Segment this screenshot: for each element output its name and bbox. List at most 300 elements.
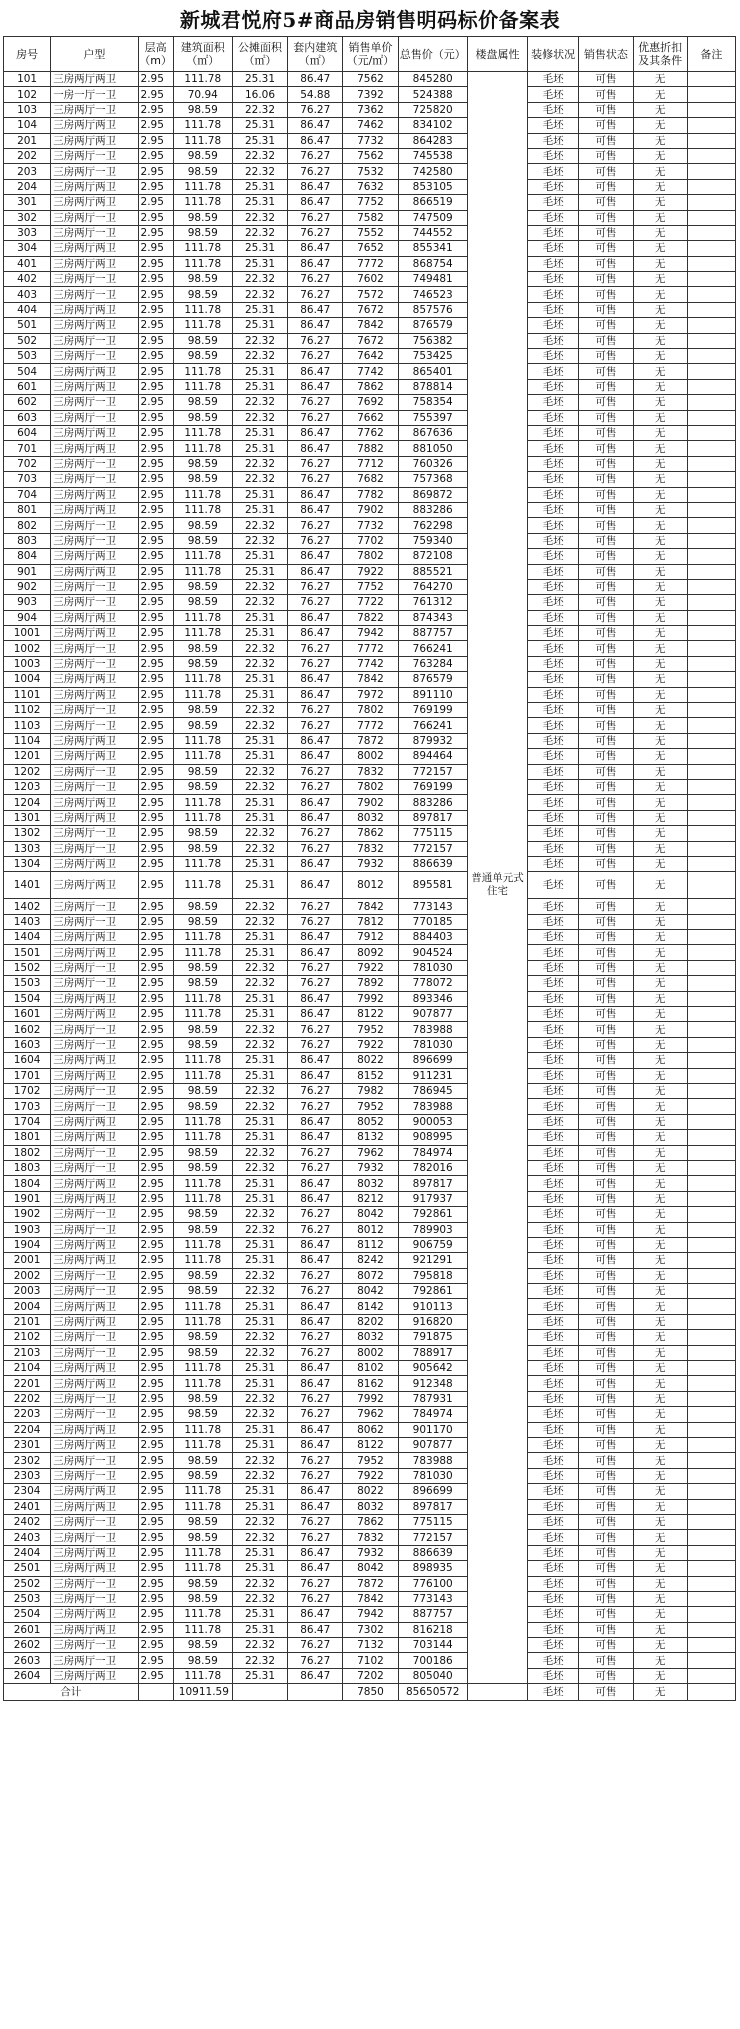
unit-type-cell: 三房两厅两卫 bbox=[51, 1314, 138, 1329]
property-attr-cell bbox=[467, 795, 527, 810]
decoration-cell: 毛坯 bbox=[528, 549, 579, 564]
sale-status-cell: 可售 bbox=[579, 225, 633, 240]
total-price-cell: 769199 bbox=[398, 779, 467, 794]
unit-type-cell: 三房两厅两卫 bbox=[51, 441, 138, 456]
floor-height-cell: 2.95 bbox=[138, 133, 173, 148]
sale-status-cell: 可售 bbox=[579, 1145, 633, 1160]
table-row bbox=[4, 1376, 736, 1391]
decoration-cell: 毛坯 bbox=[528, 687, 579, 702]
discount-cell: 无 bbox=[633, 1253, 687, 1268]
floor-height-cell: 2.95 bbox=[138, 1053, 173, 1068]
room-cell: 1503 bbox=[4, 976, 51, 991]
unit-type-cell: 三房两厅一卫 bbox=[51, 779, 138, 794]
total-price-cell: 857576 bbox=[398, 302, 467, 317]
sale-status-cell: 可售 bbox=[579, 703, 633, 718]
unit-price-cell: 8112 bbox=[343, 1237, 398, 1252]
discount-cell: 无 bbox=[633, 703, 687, 718]
shared-area-cell: 22.32 bbox=[232, 764, 287, 779]
decoration-cell: 毛坯 bbox=[528, 1053, 579, 1068]
area-cell: 98.59 bbox=[173, 1653, 232, 1668]
room-cell: 2304 bbox=[4, 1484, 51, 1499]
area-cell: 111.78 bbox=[173, 118, 232, 133]
sale-status-cell: 可售 bbox=[579, 518, 633, 533]
property-attr-cell bbox=[467, 764, 527, 779]
inner-area-cell: 76.27 bbox=[288, 579, 343, 594]
property-attr-cell bbox=[467, 1376, 527, 1391]
sale-status-cell: 可售 bbox=[579, 914, 633, 929]
area-cell: 111.78 bbox=[173, 1299, 232, 1314]
discount-cell: 无 bbox=[633, 564, 687, 579]
discount-cell: 无 bbox=[633, 1437, 687, 1452]
discount-cell: 无 bbox=[633, 1607, 687, 1622]
remark-cell bbox=[687, 1314, 735, 1329]
remark-cell bbox=[687, 1653, 735, 1668]
inner-area-cell: 76.27 bbox=[288, 164, 343, 179]
sale-status-cell: 可售 bbox=[579, 302, 633, 317]
inner-area-cell: 86.47 bbox=[288, 487, 343, 502]
property-attr-cell bbox=[467, 1422, 527, 1437]
room-cell: 1603 bbox=[4, 1037, 51, 1052]
floor-height-cell: 2.95 bbox=[138, 472, 173, 487]
unit-price-cell: 7602 bbox=[343, 272, 398, 287]
remark-cell bbox=[687, 1222, 735, 1237]
decoration-cell: 毛坯 bbox=[528, 1530, 579, 1545]
property-attr-cell bbox=[467, 195, 527, 210]
room-cell: 1402 bbox=[4, 899, 51, 914]
total-price-cell: 910113 bbox=[398, 1299, 467, 1314]
floor-height-cell: 2.95 bbox=[138, 441, 173, 456]
floor-height-cell: 2.95 bbox=[138, 549, 173, 564]
inner-area-cell: 86.47 bbox=[288, 256, 343, 271]
remark-cell bbox=[687, 991, 735, 1006]
property-attr-cell bbox=[467, 703, 527, 718]
floor-height-cell: 2.95 bbox=[138, 1591, 173, 1606]
remark-cell bbox=[687, 1084, 735, 1099]
unit-type-cell: 三房两厅两卫 bbox=[51, 1622, 138, 1637]
shared-area-cell: 22.32 bbox=[232, 164, 287, 179]
property-attr-cell bbox=[467, 1484, 527, 1499]
table-row bbox=[4, 564, 736, 579]
inner-area-cell: 86.47 bbox=[288, 1499, 343, 1514]
area-cell: 98.59 bbox=[173, 1022, 232, 1037]
shared-area-cell: 25.31 bbox=[232, 1114, 287, 1129]
area-cell: 98.59 bbox=[173, 641, 232, 656]
decoration-cell: 毛坯 bbox=[528, 1468, 579, 1483]
unit-type-cell: 三房两厅两卫 bbox=[51, 991, 138, 1006]
total-price-cell: 769199 bbox=[398, 703, 467, 718]
table-row bbox=[4, 1422, 736, 1437]
room-cell: 1303 bbox=[4, 841, 51, 856]
sale-status-cell: 可售 bbox=[579, 1176, 633, 1191]
sale-status-cell: 可售 bbox=[579, 164, 633, 179]
floor-height-cell: 2.95 bbox=[138, 410, 173, 425]
discount-cell: 无 bbox=[633, 1622, 687, 1637]
decoration-cell: 毛坯 bbox=[528, 318, 579, 333]
property-attr-cell bbox=[467, 856, 527, 871]
remark-cell bbox=[687, 703, 735, 718]
unit-price-cell: 7752 bbox=[343, 195, 398, 210]
total-price-cell: 747509 bbox=[398, 210, 467, 225]
property-attr-cell bbox=[467, 364, 527, 379]
inner-area-cell: 86.47 bbox=[288, 1376, 343, 1391]
property-attr-cell: 普通单元式住宅 bbox=[467, 872, 527, 899]
remark-cell bbox=[687, 1284, 735, 1299]
unit-price-cell: 8052 bbox=[343, 1114, 398, 1129]
sale-status-cell: 可售 bbox=[579, 441, 633, 456]
header-price: 销售单价（元/㎡） bbox=[343, 37, 398, 72]
area-cell: 98.59 bbox=[173, 764, 232, 779]
unit-type-cell: 三房两厅一卫 bbox=[51, 518, 138, 533]
room-cell: 503 bbox=[4, 349, 51, 364]
unit-type-cell: 三房两厅一卫 bbox=[51, 899, 138, 914]
unit-price-cell: 7752 bbox=[343, 579, 398, 594]
table-row bbox=[4, 102, 736, 117]
unit-type-cell: 三房两厅两卫 bbox=[51, 733, 138, 748]
shared-area-cell: 22.32 bbox=[232, 472, 287, 487]
property-attr-cell bbox=[467, 1299, 527, 1314]
remark-cell bbox=[687, 1145, 735, 1160]
remark-cell bbox=[687, 1361, 735, 1376]
remark-cell bbox=[687, 1130, 735, 1145]
inner-area-cell: 86.47 bbox=[288, 133, 343, 148]
total-price-cell: 883286 bbox=[398, 502, 467, 517]
floor-height-cell: 2.95 bbox=[138, 1114, 173, 1129]
total-price-cell: 845280 bbox=[398, 72, 467, 87]
sale-status-cell: 可售 bbox=[579, 1160, 633, 1175]
room-cell: 602 bbox=[4, 395, 51, 410]
remark-cell bbox=[687, 425, 735, 440]
discount-cell: 无 bbox=[633, 810, 687, 825]
decoration-cell: 毛坯 bbox=[528, 472, 579, 487]
room-cell: 2203 bbox=[4, 1407, 51, 1422]
room-cell: 2303 bbox=[4, 1468, 51, 1483]
remark-cell bbox=[687, 960, 735, 975]
floor-height-cell: 2.95 bbox=[138, 718, 173, 733]
remark-cell bbox=[687, 764, 735, 779]
remark-cell bbox=[687, 810, 735, 825]
sale-status-cell: 可售 bbox=[579, 502, 633, 517]
property-attr-cell bbox=[467, 333, 527, 348]
property-attr-cell bbox=[467, 487, 527, 502]
area-cell: 111.78 bbox=[173, 872, 232, 899]
area-cell: 98.59 bbox=[173, 456, 232, 471]
floor-height-cell: 2.95 bbox=[138, 72, 173, 87]
floor-height-cell: 2.95 bbox=[138, 1284, 173, 1299]
property-attr-cell bbox=[467, 1191, 527, 1206]
area-cell: 111.78 bbox=[173, 502, 232, 517]
remark-cell bbox=[687, 241, 735, 256]
room-cell: 2002 bbox=[4, 1268, 51, 1283]
decoration-cell: 毛坯 bbox=[528, 102, 579, 117]
unit-type-cell: 三房两厅一卫 bbox=[51, 1453, 138, 1468]
area-cell: 98.59 bbox=[173, 595, 232, 610]
unit-type-cell: 三房两厅两卫 bbox=[51, 1007, 138, 1022]
total-avg-price: 7850 bbox=[343, 1684, 398, 1701]
floor-height-cell: 2.95 bbox=[138, 610, 173, 625]
remark-cell bbox=[687, 1591, 735, 1606]
property-attr-cell bbox=[467, 1453, 527, 1468]
sale-status-cell: 可售 bbox=[579, 1330, 633, 1345]
discount-cell: 无 bbox=[633, 318, 687, 333]
remark-cell bbox=[687, 1622, 735, 1637]
unit-type-cell: 三房两厅两卫 bbox=[51, 795, 138, 810]
decoration-cell: 毛坯 bbox=[528, 841, 579, 856]
unit-type-cell: 三房两厅一卫 bbox=[51, 1391, 138, 1406]
property-attr-cell bbox=[467, 1514, 527, 1529]
total-price-cell: 881050 bbox=[398, 441, 467, 456]
decoration-cell: 毛坯 bbox=[528, 302, 579, 317]
header-attr: 楼盘属性 bbox=[467, 37, 527, 72]
unit-type-cell: 三房两厅一卫 bbox=[51, 1514, 138, 1529]
sale-status-cell: 可售 bbox=[579, 1314, 633, 1329]
property-attr-cell bbox=[467, 225, 527, 240]
unit-type-cell: 三房两厅一卫 bbox=[51, 210, 138, 225]
room-cell: 1403 bbox=[4, 914, 51, 929]
total-price-cell: 781030 bbox=[398, 1037, 467, 1052]
decoration-cell: 毛坯 bbox=[528, 1099, 579, 1114]
floor-height-cell: 2.95 bbox=[138, 148, 173, 163]
inner-area-cell: 86.47 bbox=[288, 749, 343, 764]
floor-height-cell: 2.95 bbox=[138, 1638, 173, 1653]
unit-price-cell: 8022 bbox=[343, 1053, 398, 1068]
room-cell: 2104 bbox=[4, 1361, 51, 1376]
discount-cell: 无 bbox=[633, 1514, 687, 1529]
table-row bbox=[4, 1053, 736, 1068]
inner-area-cell: 76.27 bbox=[288, 1284, 343, 1299]
unit-type-cell: 三房两厅一卫 bbox=[51, 914, 138, 929]
decoration-cell: 毛坯 bbox=[528, 564, 579, 579]
floor-height-cell: 2.95 bbox=[138, 87, 173, 102]
unit-price-cell: 7802 bbox=[343, 703, 398, 718]
inner-area-cell: 76.27 bbox=[288, 1160, 343, 1175]
shared-area-cell: 22.32 bbox=[232, 102, 287, 117]
remark-cell bbox=[687, 533, 735, 548]
discount-cell: 无 bbox=[633, 779, 687, 794]
total-price-cell: 757368 bbox=[398, 472, 467, 487]
floor-height-cell: 2.95 bbox=[138, 1468, 173, 1483]
room-cell: 1701 bbox=[4, 1068, 51, 1083]
room-cell: 2402 bbox=[4, 1514, 51, 1529]
table-row bbox=[4, 272, 736, 287]
sale-status-cell: 可售 bbox=[579, 1468, 633, 1483]
table-row bbox=[4, 872, 736, 899]
table-row bbox=[4, 72, 736, 87]
decoration-cell: 毛坯 bbox=[528, 1191, 579, 1206]
total-price-cell: 864283 bbox=[398, 133, 467, 148]
property-attr-cell bbox=[467, 1176, 527, 1191]
discount-cell: 无 bbox=[633, 1084, 687, 1099]
room-cell: 201 bbox=[4, 133, 51, 148]
remark-cell bbox=[687, 518, 735, 533]
room-cell: 401 bbox=[4, 256, 51, 271]
total-attr bbox=[467, 1684, 527, 1701]
inner-area-cell: 86.47 bbox=[288, 610, 343, 625]
shared-area-cell: 25.31 bbox=[232, 1176, 287, 1191]
floor-height-cell: 2.95 bbox=[138, 1068, 173, 1083]
unit-type-cell: 三房两厅一卫 bbox=[51, 1084, 138, 1099]
table-row bbox=[4, 930, 736, 945]
shared-area-cell: 25.31 bbox=[232, 1484, 287, 1499]
unit-price-cell: 7982 bbox=[343, 1084, 398, 1099]
unit-type-cell: 三房两厅一卫 bbox=[51, 164, 138, 179]
remark-cell bbox=[687, 1530, 735, 1545]
decoration-cell: 毛坯 bbox=[528, 195, 579, 210]
shared-area-cell: 22.32 bbox=[232, 1468, 287, 1483]
discount-cell: 无 bbox=[633, 595, 687, 610]
unit-price-cell: 7922 bbox=[343, 564, 398, 579]
unit-price-cell: 7922 bbox=[343, 960, 398, 975]
total-price-cell: 911231 bbox=[398, 1068, 467, 1083]
remark-cell bbox=[687, 1160, 735, 1175]
remark-cell bbox=[687, 364, 735, 379]
unit-type-cell: 三房两厅两卫 bbox=[51, 133, 138, 148]
property-attr-cell bbox=[467, 533, 527, 548]
table-row bbox=[4, 795, 736, 810]
remark-cell bbox=[687, 564, 735, 579]
shared-area-cell: 25.31 bbox=[232, 195, 287, 210]
discount-cell: 无 bbox=[633, 148, 687, 163]
unit-type-cell: 三房两厅两卫 bbox=[51, 930, 138, 945]
total-price-cell: 761312 bbox=[398, 595, 467, 610]
sale-status-cell: 可售 bbox=[579, 287, 633, 302]
property-attr-cell bbox=[467, 945, 527, 960]
discount-cell: 无 bbox=[633, 1530, 687, 1545]
inner-area-cell: 76.27 bbox=[288, 395, 343, 410]
table-row bbox=[4, 1160, 736, 1175]
discount-cell: 无 bbox=[633, 1668, 687, 1683]
unit-price-cell: 7932 bbox=[343, 856, 398, 871]
discount-cell: 无 bbox=[633, 1453, 687, 1468]
unit-type-cell: 三房两厅两卫 bbox=[51, 1376, 138, 1391]
unit-price-cell: 7902 bbox=[343, 502, 398, 517]
unit-type-cell: 三房两厅一卫 bbox=[51, 1284, 138, 1299]
sale-status-cell: 可售 bbox=[579, 733, 633, 748]
sale-status-cell: 可售 bbox=[579, 1407, 633, 1422]
table-row bbox=[4, 533, 736, 548]
area-cell: 111.78 bbox=[173, 687, 232, 702]
inner-area-cell: 76.27 bbox=[288, 1099, 343, 1114]
table-row bbox=[4, 1222, 736, 1237]
unit-type-cell: 三房两厅两卫 bbox=[51, 610, 138, 625]
property-attr-cell bbox=[467, 1653, 527, 1668]
floor-height-cell: 2.95 bbox=[138, 733, 173, 748]
area-cell: 98.59 bbox=[173, 1099, 232, 1114]
decoration-cell: 毛坯 bbox=[528, 899, 579, 914]
inner-area-cell: 86.47 bbox=[288, 318, 343, 333]
shared-area-cell: 25.31 bbox=[232, 733, 287, 748]
room-cell: 2404 bbox=[4, 1545, 51, 1560]
unit-price-cell: 7992 bbox=[343, 1391, 398, 1406]
room-cell: 203 bbox=[4, 164, 51, 179]
shared-area-cell: 25.31 bbox=[232, 256, 287, 271]
decoration-cell: 毛坯 bbox=[528, 856, 579, 871]
decoration-cell: 毛坯 bbox=[528, 225, 579, 240]
sale-status-cell: 可售 bbox=[579, 826, 633, 841]
unit-type-cell: 三房两厅一卫 bbox=[51, 579, 138, 594]
table-row bbox=[4, 656, 736, 671]
area-cell: 98.59 bbox=[173, 148, 232, 163]
unit-type-cell: 三房两厅一卫 bbox=[51, 703, 138, 718]
decoration-cell: 毛坯 bbox=[528, 1653, 579, 1668]
total-price-cell: 758354 bbox=[398, 395, 467, 410]
shared-area-cell: 22.32 bbox=[232, 1391, 287, 1406]
floor-height-cell: 2.95 bbox=[138, 1499, 173, 1514]
shared-area-cell: 25.31 bbox=[232, 1314, 287, 1329]
shared-area-cell: 22.32 bbox=[232, 656, 287, 671]
total-area: 10911.59 bbox=[173, 1684, 232, 1701]
room-cell: 2603 bbox=[4, 1653, 51, 1668]
sale-status-cell: 可售 bbox=[579, 410, 633, 425]
remark-cell bbox=[687, 1437, 735, 1452]
inner-area-cell: 86.47 bbox=[288, 1007, 343, 1022]
sale-status-cell: 可售 bbox=[579, 1437, 633, 1452]
unit-type-cell: 三房两厅一卫 bbox=[51, 1638, 138, 1653]
room-cell: 2501 bbox=[4, 1561, 51, 1576]
discount-cell: 无 bbox=[633, 960, 687, 975]
property-attr-cell bbox=[467, 241, 527, 256]
shared-area-cell: 22.32 bbox=[232, 333, 287, 348]
area-cell: 98.59 bbox=[173, 1453, 232, 1468]
remark-cell bbox=[687, 1514, 735, 1529]
sale-status-cell: 可售 bbox=[579, 487, 633, 502]
unit-price-cell: 8122 bbox=[343, 1437, 398, 1452]
sale-status-cell: 可售 bbox=[579, 1253, 633, 1268]
floor-height-cell: 2.95 bbox=[138, 395, 173, 410]
floor-height-cell: 2.95 bbox=[138, 1007, 173, 1022]
sale-status-cell: 可售 bbox=[579, 533, 633, 548]
area-cell: 111.78 bbox=[173, 1422, 232, 1437]
inner-area-cell: 86.47 bbox=[288, 1607, 343, 1622]
shared-area-cell: 25.31 bbox=[232, 241, 287, 256]
property-attr-cell bbox=[467, 379, 527, 394]
inner-area-cell: 86.47 bbox=[288, 1422, 343, 1437]
total-price-cell: 896699 bbox=[398, 1484, 467, 1499]
total-price-cell: 772157 bbox=[398, 1530, 467, 1545]
unit-type-cell: 三房两厅两卫 bbox=[51, 1545, 138, 1560]
room-cell: 801 bbox=[4, 502, 51, 517]
property-attr-cell bbox=[467, 410, 527, 425]
floor-height-cell: 2.95 bbox=[138, 1207, 173, 1222]
floor-height-cell: 2.95 bbox=[138, 287, 173, 302]
shared-area-cell: 25.31 bbox=[232, 687, 287, 702]
decoration-cell: 毛坯 bbox=[528, 1391, 579, 1406]
unit-type-cell: 三房两厅一卫 bbox=[51, 1022, 138, 1037]
discount-cell: 无 bbox=[633, 1191, 687, 1206]
total-price-cell: 789903 bbox=[398, 1222, 467, 1237]
room-cell: 1102 bbox=[4, 703, 51, 718]
table-row bbox=[4, 1638, 736, 1653]
total-price-cell: 805040 bbox=[398, 1668, 467, 1683]
shared-area-cell: 22.32 bbox=[232, 148, 287, 163]
unit-price-cell: 8002 bbox=[343, 1345, 398, 1360]
shared-area-cell: 25.31 bbox=[232, 133, 287, 148]
room-cell: 904 bbox=[4, 610, 51, 625]
unit-type-cell: 三房两厅一卫 bbox=[51, 1407, 138, 1422]
decoration-cell: 毛坯 bbox=[528, 1268, 579, 1283]
shared-area-cell: 25.31 bbox=[232, 610, 287, 625]
unit-price-cell: 7302 bbox=[343, 1622, 398, 1637]
unit-price-cell: 8142 bbox=[343, 1299, 398, 1314]
room-cell: 1202 bbox=[4, 764, 51, 779]
discount-cell: 无 bbox=[633, 1407, 687, 1422]
unit-price-cell: 7932 bbox=[343, 1545, 398, 1560]
remark-cell bbox=[687, 1422, 735, 1437]
inner-area-cell: 86.47 bbox=[288, 241, 343, 256]
discount-cell: 无 bbox=[633, 1130, 687, 1145]
sale-status-cell: 可售 bbox=[579, 960, 633, 975]
floor-height-cell: 2.95 bbox=[138, 1345, 173, 1360]
discount-cell: 无 bbox=[633, 795, 687, 810]
